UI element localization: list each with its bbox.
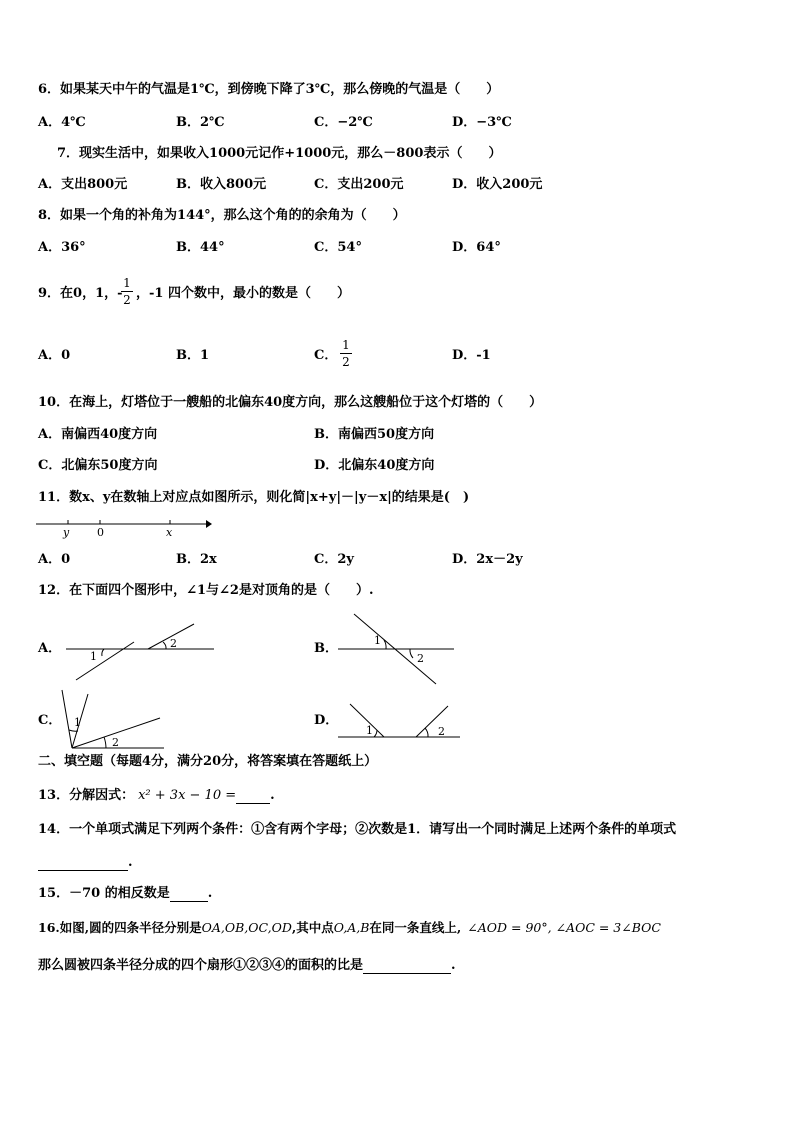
q13-suffix: .: [270, 788, 275, 803]
q8-option-b: B．44°: [176, 240, 225, 255]
q15-line: [38, 886, 212, 902]
q15-answer-blank[interactable]: [170, 888, 208, 902]
q12-option-d: D．: [314, 713, 339, 728]
figure-a-arc-1: [102, 649, 104, 656]
figure-d-arc-2: [425, 728, 428, 737]
figure-a-angle-2: 2: [170, 637, 177, 650]
q7-stem: 7．现实生活中，如果收入1000元记作+1000元，那么－800表示（ ）: [57, 146, 502, 161]
q11-option-d: D．2x－2y: [452, 552, 523, 567]
label-x: x: [166, 526, 173, 539]
q6-option-c: C．−2℃: [314, 115, 373, 130]
figure-b-angle-2: 2: [417, 652, 424, 665]
q9-fraction: [121, 276, 133, 307]
q9-option-b: B．1: [176, 348, 210, 363]
figure-c-angle-2: 2: [112, 736, 119, 749]
q6-option-d: D．−3℃: [452, 115, 512, 130]
q6-option-b: B．2℃: [176, 115, 225, 130]
q14-line-1: 14．一个单项式满足下列两个条件：①含有两个字母；②次数是1．请写出一个同时满足上述两个条件的单项式: [38, 822, 677, 837]
q11-stem: 11．数x、y在数轴上对应点如图所示，则化简|x+y|－|y－x|的结果是( ): [38, 490, 470, 505]
q12-figure-d: [336, 702, 462, 742]
q11-option-b: B．2x: [176, 552, 217, 567]
q9-option-c: C．: [314, 348, 338, 363]
q14-suffix: .: [128, 855, 133, 870]
q14-answer-blank[interactable]: [38, 857, 128, 871]
figure-a-left-line: [76, 642, 134, 680]
figure-b-angle-1: 1: [374, 634, 381, 647]
section-2-heading: 二、填空题（每题4分，满分20分，将答案填在答题纸上）: [38, 754, 378, 769]
figure-a-arc-2: [163, 642, 166, 649]
q16-points: O,A,B: [333, 920, 370, 935]
figure-d-angle-1: 1: [366, 724, 373, 737]
q12-figure-b: [336, 612, 458, 686]
q14-line-2: [38, 855, 133, 871]
figure-b-arc-2: [410, 649, 413, 658]
q9-fraction-den: 2: [123, 293, 131, 307]
q13-prefix: 13．分解因式：: [38, 788, 135, 803]
q16-angles: ∠AOD = 90°, ∠AOC = 3∠BOC: [467, 920, 661, 935]
figure-c-angle-1: 1: [74, 716, 81, 729]
q7-option-d: D．收入200元: [452, 177, 543, 192]
q10-option-a: A．南偏西40度方向: [38, 427, 158, 442]
q13-answer-blank[interactable]: [236, 803, 270, 804]
q15-suffix: .: [207, 886, 213, 901]
q10-option-c: C．北偏东50度方向: [38, 458, 158, 473]
q16-prefix: 16.如图,圆的四条半径分别是: [38, 920, 202, 935]
q12-option-a: A．: [38, 641, 62, 656]
q12-option-c: C．: [38, 713, 62, 728]
q12-figure-a: [66, 622, 216, 682]
q16-answer-blank[interactable]: [363, 960, 451, 974]
q13-expression: x² + 3x − 10 =: [138, 788, 237, 803]
figure-c-ray-1: [62, 690, 72, 748]
figure-a-angle-1: 1: [90, 650, 97, 663]
q16-line-2-text: 那么圆被四条半径分成的四个扇形①②③④的面积的比是: [38, 958, 364, 973]
q11-option-a: A．0: [38, 552, 71, 567]
number-line-arrow: [206, 520, 212, 528]
q16-suffix: .: [451, 958, 456, 973]
q6-option-a: A．4℃: [38, 115, 86, 130]
q15-prefix: 15．－70 的相反数是: [38, 886, 170, 901]
q16-mid2: 在同一条直线上,: [369, 920, 462, 935]
q12-option-b: B．: [314, 641, 338, 656]
q6-stem: 6．如果某天中午的气温是1℃，到傍晚下降了3℃，那么傍晚的气温是（ ）: [38, 82, 500, 97]
q12-stem: 12．在下面四个图形中，∠1与∠2是对顶角的是（ ）.: [38, 583, 374, 598]
q9-option-c-bar: [340, 353, 352, 354]
q9-option-c-num: 1: [342, 338, 350, 352]
q9-stem-prefix: 9．在0，1，-: [38, 286, 123, 301]
figure-d-arc-1: [374, 730, 377, 737]
q9-option-d: D．-1: [452, 348, 491, 363]
q10-stem: 10．在海上，灯塔位于一艘船的北偏东40度方向，那么这艘船位于这个灯塔的（ ）: [38, 395, 543, 410]
q9-fraction-bar: [121, 291, 133, 292]
q11-number-line: [36, 514, 212, 540]
q10-option-b: B．南偏西50度方向: [314, 427, 435, 442]
q11-option-c: C．2y: [314, 552, 354, 567]
q8-option-c: C．54°: [314, 240, 362, 255]
figure-d-angle-2: 2: [438, 725, 445, 738]
label-y: y: [63, 526, 70, 539]
q9-fraction-num: 1: [123, 276, 131, 290]
label-zero: 0: [97, 526, 104, 539]
q16-line-1: [38, 920, 661, 936]
q10-option-d: D．北偏东40度方向: [314, 458, 435, 473]
q9-option-c-fraction: [340, 338, 352, 369]
q16-radii: OA,OB,OC,OD: [201, 920, 292, 935]
q8-stem: 8．如果一个角的补角为144°，那么这个角的的余角为（ ）: [38, 208, 406, 223]
q12-figure-c: [60, 690, 166, 752]
q9-stem-suffix: ，-1 四个数中，最小的数是（ ）: [136, 286, 350, 301]
q7-option-a: A．支出800元: [38, 177, 128, 192]
q16-line-2: [38, 958, 456, 974]
q16-mid: ,其中点: [291, 920, 334, 935]
figure-c-arc-2: [104, 737, 106, 748]
q9-option-c-den: 2: [342, 355, 350, 369]
q8-option-a: A．36°: [38, 240, 86, 255]
q9-option-a: A．0: [38, 348, 71, 363]
q13-line: [38, 788, 275, 804]
q7-option-b: B．收入800元: [176, 177, 267, 192]
q8-option-d: D．64°: [452, 240, 501, 255]
q7-option-c: C．支出200元: [314, 177, 404, 192]
